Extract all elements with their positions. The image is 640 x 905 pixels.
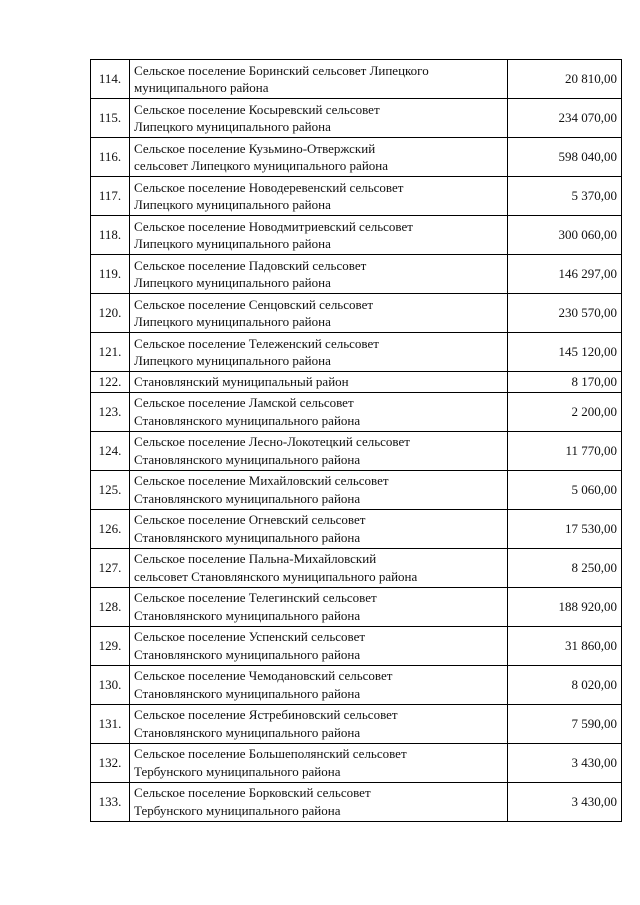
row-number: 114. [91, 60, 130, 99]
settlement-name-line: муниципального района [134, 80, 269, 95]
settlement-name-line: Липецкого муниципального района [134, 197, 331, 212]
settlement-name-line: Сельское поселение Лесно-Локотецкий сельсовет [134, 434, 410, 449]
settlement-name-line: Становлянского муниципального района [134, 412, 361, 428]
table-row [91, 294, 622, 333]
settlement-name-line: Сельское поселение Телегинский сельсовет [134, 590, 377, 605]
settlement-name-line: Сельское поселение Ястребиновский сельсовет [134, 707, 398, 722]
settlement-name-line: Сельское поселение Чемодановский сельсовет [134, 668, 393, 683]
settlement-name [130, 548, 508, 587]
row-number: 123. [91, 392, 130, 431]
table-row [91, 177, 622, 216]
settlement-name-line: Сельское поселение Большеполянский сельсовет [134, 746, 407, 761]
settlement-name [130, 626, 508, 665]
settlement-name [130, 587, 508, 626]
amount-cell: 230 570,00 [508, 294, 622, 333]
settlement-name-line: Липецкого муниципального района [134, 353, 331, 368]
amount-cell: 146 297,00 [508, 255, 622, 294]
settlement-name-line: Сельское поселение Падовский сельсовет [134, 257, 367, 273]
amount-cell: 3 430,00 [508, 743, 622, 782]
amount-cell: 8 170,00 [508, 372, 622, 393]
amount-cell: 2 200,00 [508, 392, 622, 431]
table-row [91, 60, 622, 99]
settlement-name-line: Становлянского муниципального района [134, 451, 361, 467]
amount-cell: 8 250,00 [508, 548, 622, 587]
settlement-name [130, 99, 508, 138]
settlement-name-line: Становлянского муниципального района [134, 724, 361, 740]
row-number: 121. [91, 333, 130, 372]
settlement-name [130, 294, 508, 333]
settlement-name [130, 138, 508, 177]
amount-cell: 31 860,00 [508, 626, 622, 665]
table-row [91, 743, 622, 782]
settlement-name [130, 782, 508, 821]
settlement-name-line: Липецкого муниципального района [134, 119, 331, 134]
row-number: 132. [91, 743, 130, 782]
amount-cell: 20 810,00 [508, 60, 622, 99]
settlement-name [130, 431, 508, 470]
allocation-table [90, 59, 622, 822]
row-number: 115. [91, 99, 130, 138]
row-number: 124. [91, 431, 130, 470]
settlement-name [130, 704, 508, 743]
settlement-name-line: Сельское поселение Огневский сельсовет [134, 512, 366, 527]
table-row [91, 704, 622, 743]
settlement-name [130, 216, 508, 255]
table-row [91, 587, 622, 626]
row-number: 126. [91, 509, 130, 548]
settlement-name [130, 509, 508, 548]
settlement-name-line: Сельское поселение Боринский сельсовет Липецкого [134, 62, 429, 78]
table-row [91, 392, 622, 431]
table-row [91, 626, 622, 665]
settlement-name-line: Сельское поселение Успенский сельсовет [134, 629, 366, 644]
settlement-name [130, 743, 508, 782]
table-row [91, 509, 622, 548]
settlement-name-line: Становлянского муниципального района [134, 646, 361, 662]
table-row [91, 665, 622, 704]
amount-cell: 234 070,00 [508, 99, 622, 138]
settlement-name-line: Липецкого муниципального района [134, 275, 331, 290]
row-number: 131. [91, 704, 130, 743]
table-row [91, 372, 622, 393]
settlement-name-line: Сельское поселение Новодеревенский сельсовет [134, 179, 404, 195]
row-number: 118. [91, 216, 130, 255]
table-body [91, 60, 622, 822]
table-row [91, 138, 622, 177]
settlement-name [130, 392, 508, 431]
settlement-name-line: Становлянского муниципального района [134, 529, 361, 545]
settlement-name [130, 372, 508, 393]
settlement-name-line: Становлянского муниципального района [134, 490, 361, 506]
amount-cell: 145 120,00 [508, 333, 622, 372]
amount-cell: 17 530,00 [508, 509, 622, 548]
settlement-name-line: Сельское поселение Тележенский сельсовет [134, 335, 379, 351]
row-number: 119. [91, 255, 130, 294]
amount-cell: 8 020,00 [508, 665, 622, 704]
table-row [91, 99, 622, 138]
settlement-name-line: сельсовет Липецкого муниципального района [134, 158, 389, 173]
table-row [91, 255, 622, 294]
row-number: 120. [91, 294, 130, 333]
settlement-name [130, 665, 508, 704]
table-row [91, 782, 622, 821]
settlement-name-line: Становлянского муниципального района [134, 685, 361, 701]
settlement-name-line: Сельское поселение Борковский сельсовет [134, 785, 371, 800]
settlement-name [130, 177, 508, 216]
table-row [91, 548, 622, 587]
row-number: 116. [91, 138, 130, 177]
amount-cell: 11 770,00 [508, 431, 622, 470]
settlement-name-line: Становлянский муниципальный район [134, 374, 349, 389]
row-number: 129. [91, 626, 130, 665]
row-number: 122. [91, 372, 130, 393]
table-row [91, 216, 622, 255]
settlement-name-line: Липецкого муниципального района [134, 236, 331, 251]
amount-cell: 7 590,00 [508, 704, 622, 743]
settlement-name-line: Сельское поселение Пальна-Михайловский [134, 551, 377, 566]
amount-cell: 5 370,00 [508, 177, 622, 216]
settlement-name-line: Тербунского муниципального района [134, 802, 341, 818]
settlement-name [130, 60, 508, 99]
row-number: 127. [91, 548, 130, 587]
table-row [91, 470, 622, 509]
row-number: 130. [91, 665, 130, 704]
settlement-name-line: Липецкого муниципального района [134, 314, 331, 329]
amount-cell: 188 920,00 [508, 587, 622, 626]
amount-cell: 5 060,00 [508, 470, 622, 509]
amount-cell: 300 060,00 [508, 216, 622, 255]
settlement-name [130, 255, 508, 294]
settlement-name [130, 333, 508, 372]
amount-cell: 3 430,00 [508, 782, 622, 821]
settlement-name-line: Сельское поселение Косыревский сельсовет [134, 101, 380, 117]
settlement-name-line: Тербунского муниципального района [134, 763, 341, 779]
amount-cell: 598 040,00 [508, 138, 622, 177]
settlement-name-line: Сельское поселение Новодмитриевский сельсовет [134, 218, 413, 234]
row-number: 117. [91, 177, 130, 216]
table-row [91, 431, 622, 470]
table-row [91, 333, 622, 372]
settlement-name-line: Сельское поселение Ламской сельсовет [134, 395, 354, 410]
settlement-name [130, 470, 508, 509]
row-number: 133. [91, 782, 130, 821]
row-number: 125. [91, 470, 130, 509]
settlement-name-line: Сельское поселение Сенцовский сельсовет [134, 296, 374, 312]
settlement-name-line: сельсовет Становлянского муниципального района [134, 568, 418, 584]
settlement-name-line: Становлянского муниципального района [134, 607, 361, 623]
settlement-name-line: Сельское поселение Михайловский сельсовет [134, 473, 389, 488]
row-number: 128. [91, 587, 130, 626]
settlement-name-line: Сельское поселение Кузьмино-Отвержский [134, 140, 376, 156]
